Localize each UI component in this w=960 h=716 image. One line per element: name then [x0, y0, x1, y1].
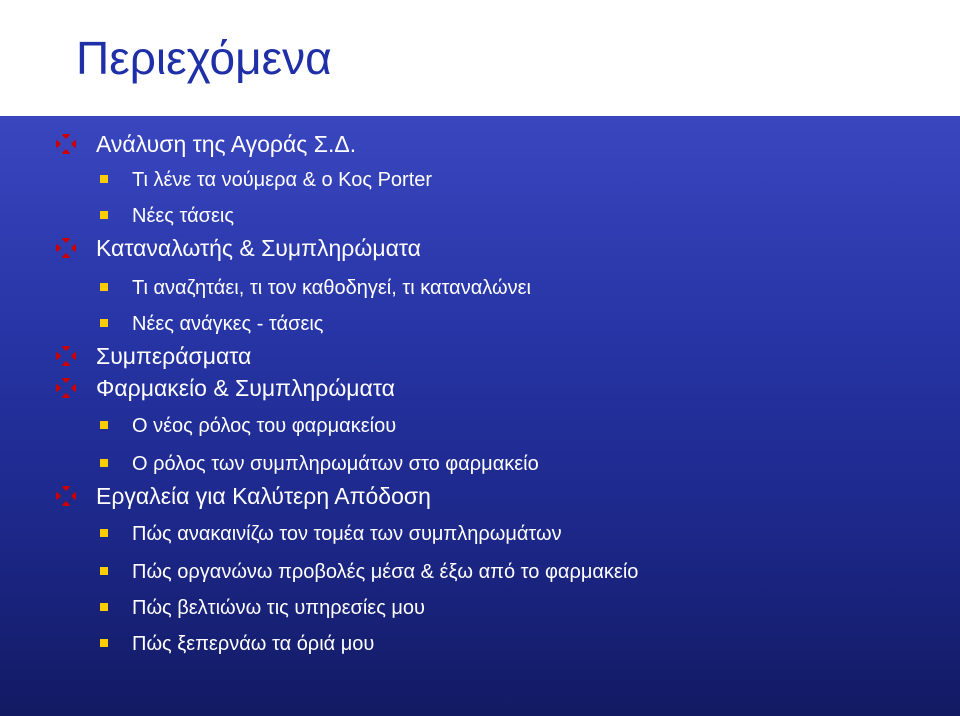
outline-item-level1	[0, 234, 940, 264]
content-panel	[0, 116, 960, 716]
outline-item-level1	[0, 374, 940, 404]
four-diamond-bullet-icon	[56, 238, 76, 258]
outline-item-text: Συμπεράσματα	[96, 343, 252, 369]
square-bullet-icon	[100, 421, 108, 429]
outline-item-level2	[0, 274, 940, 304]
outline-item-level1	[0, 342, 940, 372]
outline-item-text: Καταναλωτής & Συμπληρώματα	[96, 235, 421, 261]
outline-item-level2	[0, 412, 940, 442]
outline-item-level2	[0, 202, 940, 232]
square-bullet-icon	[100, 175, 108, 183]
square-bullet-icon	[100, 459, 108, 467]
outline-item-text: Πώς οργανώνω προβολές μέσα & έξω από το φαρμακείο	[132, 561, 639, 583]
outline-item-level2	[0, 630, 940, 660]
square-bullet-icon	[100, 211, 108, 219]
outline-item-text: Τι λένε τα νούμερα & ο Κος Porter	[132, 169, 433, 191]
four-diamond-bullet-icon	[56, 134, 76, 154]
square-bullet-icon	[100, 319, 108, 327]
four-diamond-bullet-icon	[56, 378, 76, 398]
outline-item-text: Πώς βελτιώνω τις υπηρεσίες μου	[132, 597, 425, 619]
four-diamond-bullet-icon	[56, 486, 76, 506]
square-bullet-icon	[100, 567, 108, 575]
outline-item-level2	[0, 450, 940, 480]
square-bullet-icon	[100, 283, 108, 291]
outline-item-text: Ο ρόλος των συμπληρωμάτων στο φαρμακείο	[132, 453, 539, 475]
outline-item-level1	[0, 130, 940, 160]
outline-item-text: Ο νέος ρόλος του φαρμακείου	[132, 415, 397, 437]
outline-item-level2	[0, 520, 940, 550]
outline-item-level2	[0, 310, 940, 340]
title-area	[0, 0, 960, 116]
outline-item-text: Νέες τάσεις	[132, 205, 234, 227]
outline-item-level2	[0, 594, 940, 624]
square-bullet-icon	[100, 529, 108, 537]
four-diamond-bullet-icon	[56, 346, 76, 366]
square-bullet-icon	[100, 603, 108, 611]
outline-item-level2	[0, 166, 940, 196]
outline-item-text: Ανάλυση της Αγοράς Σ.Δ.	[96, 131, 357, 157]
outline-item-text: Τι αναζητάει, τι τον καθοδηγεί, τι καταναλώνει	[132, 277, 531, 299]
outline-item-text: Νέες ανάγκες - τάσεις	[132, 313, 324, 335]
outline-item-level2	[0, 558, 940, 588]
outline-item-text: Πώς ανακαινίζω τον τομέα των συμπληρωμάτων	[132, 523, 562, 545]
outline-item-text: Εργαλεία για Καλύτερη Απόδοση	[96, 483, 431, 509]
outline-item-level1	[0, 482, 940, 512]
outline-item-text: Πώς ξεπερνάω τα όριά μου	[132, 633, 375, 655]
square-bullet-icon	[100, 639, 108, 647]
page-title: Περιεχόμενα	[76, 32, 332, 84]
outline-item-text: Φαρμακείο & Συμπληρώματα	[96, 375, 395, 401]
